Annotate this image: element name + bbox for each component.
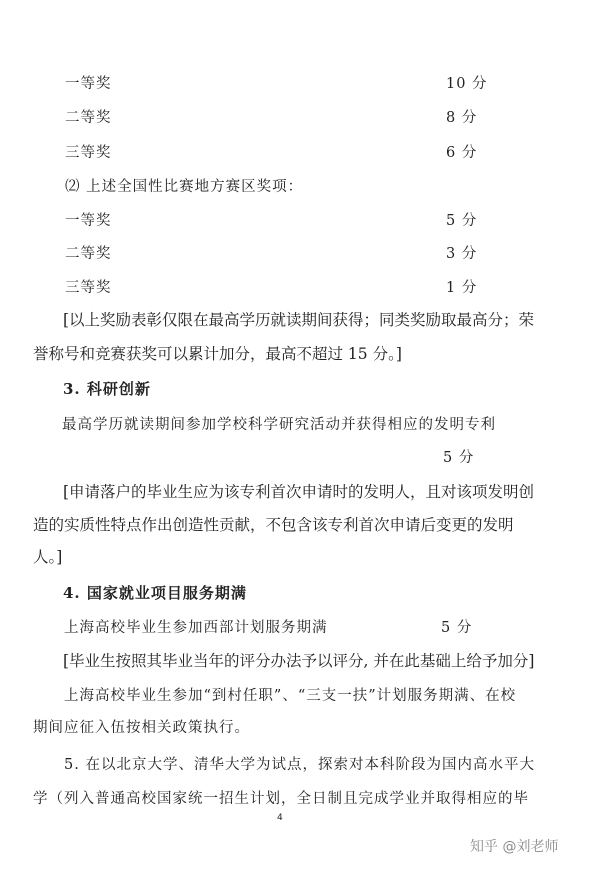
award-label-second: 二等奖 [65,110,112,126]
section-4-paragraph-line-2: 期间应征入伍按相关政策执行。 [33,720,250,736]
award-score-second: 8 分 [446,110,478,126]
section-3-score: 5 分 [443,450,475,466]
regional-label-first: 一等奖 [65,213,112,229]
section-4-paragraph-line-1: 上海高校毕业生参加“到村任职”、“三支一扶”计划服务期满、在校 [64,688,517,704]
regional-score-first: 5 分 [446,213,478,229]
section-3-note-line-1: [申请落户的毕业生应为该专利首次申请时的发明人，且对该项发明创 [63,483,535,501]
award-note-line-2: 誉称号和竞赛获奖可以累计加分，最高不超过 15 分。] [33,345,402,363]
section-4-score: 5 分 [441,620,473,636]
award-label-third: 三等奖 [65,145,112,161]
award-label-first: 一等奖 [65,76,112,92]
regional-awards-heading: ⑵ 上述全国性比赛地方赛区奖项： [65,179,304,195]
regional-label-second: 二等奖 [65,246,112,262]
section-4-heading: 4. 国家就业项目服务期满 [63,584,247,602]
section-5-line-2: 学（列入普通高校国家统一招生计划，全日制且完成学业并取得相应的毕 [33,791,529,807]
section-4-note: [毕业生按照其毕业当年的评分办法予以评分, 并在此基础上给予加分] [63,652,535,670]
award-score-third: 6 分 [446,145,478,161]
section-3-note-line-3: 人。] [33,548,63,566]
regional-score-second: 3 分 [446,246,478,262]
section-3-note-line-2: 造的实质性特点作出创造性贡献，不包含该专利首次申请后变更的发明 [33,516,514,534]
section-5-line-1: 5. 在以北京大学、清华大学为试点，探索对本科阶段为国内高水平大 [64,757,535,773]
page-number: 4 [277,813,283,823]
section-3-text: 最高学历就读期间参加学校科学研究活动并获得相应的发明专利 [62,417,496,433]
section-4-text: 上海高校毕业生参加西部计划服务期满 [64,620,328,636]
regional-score-third: 1 分 [446,280,478,296]
award-score-first: 10 分 [446,76,488,92]
regional-label-third: 三等奖 [65,280,112,296]
watermark: 知乎 @刘老师 [470,839,559,855]
section-3-heading: 3. 科研创新 [63,380,151,398]
award-note-line-1: [以上奖励表彰仅限在最高学历就读期间获得；同类奖励取最高分；荣 [63,311,535,329]
